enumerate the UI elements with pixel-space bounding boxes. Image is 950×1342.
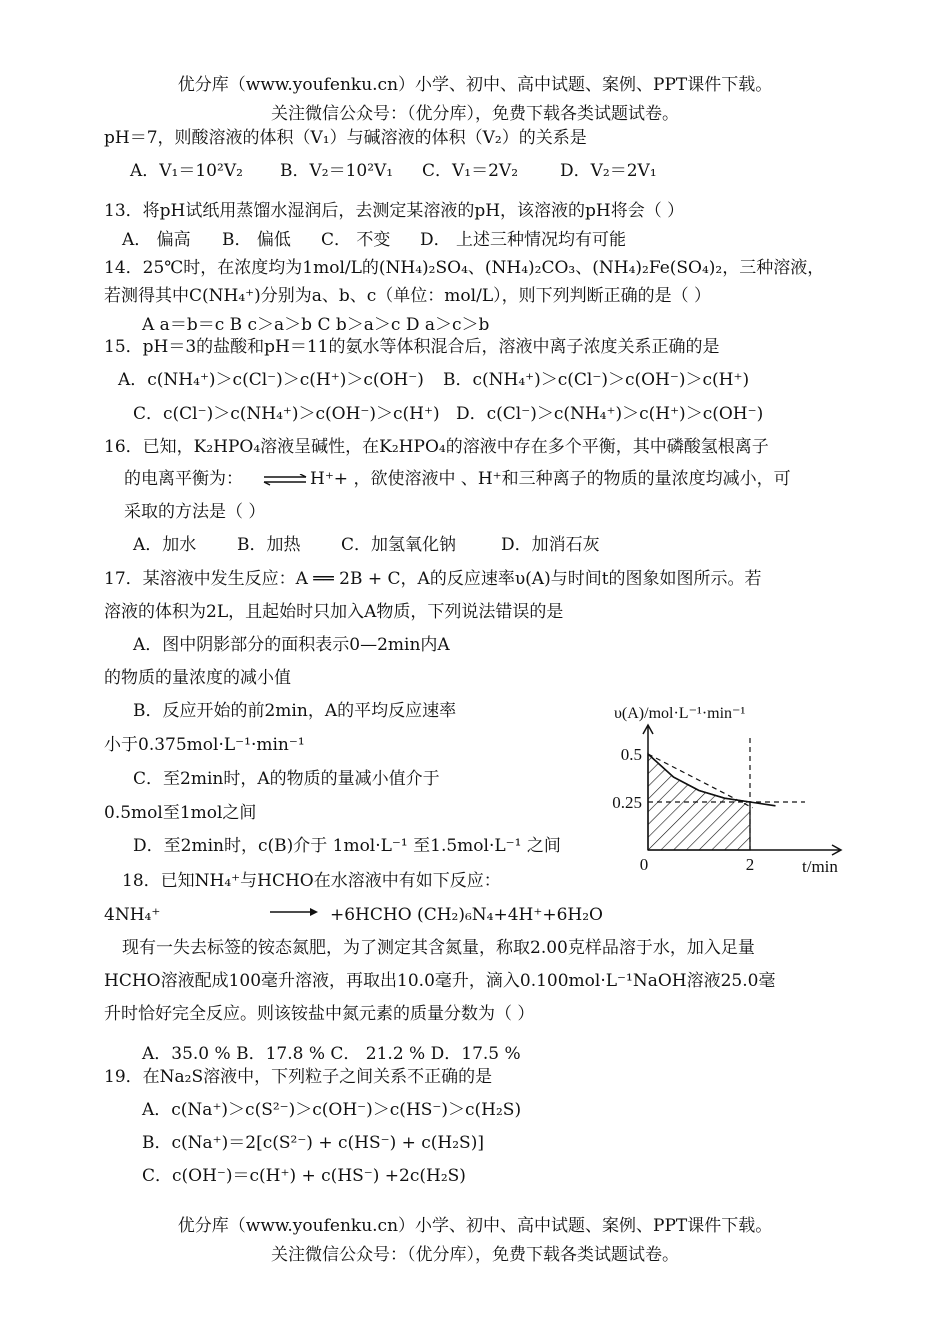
footer-line-1: 优分库（www.youfenku.cn）小学、初中、高中试题、案例、PPT课件下载。 <box>177 1216 773 1236</box>
y-tick-label: 0.25 <box>612 793 642 812</box>
x-tick-label: 2 <box>745 855 755 874</box>
q16-stem-2b: H⁺+ ，欲使溶液中 、H⁺和三种离子的物质的量浓度均减小，可 <box>310 469 791 489</box>
q16-stem-3: 采取的方法是（ ） <box>124 502 266 522</box>
q15-stem: 15．pH＝3的盐酸和pH＝11的氨水等体积混合后，溶液中离子浓度关系正确的是 <box>104 337 720 357</box>
q17-stem-2: 溶液的体积为2L，且起始时只加入A物质，下列说法错误的是 <box>104 602 564 622</box>
x-tick-label: 0 <box>639 855 649 874</box>
q18-body-1: 现有一失去标签的铵态氮肥，为了测定其含氮量，称取2.00克样品溶于水，加入足量 <box>122 938 755 958</box>
y-tick-label: 0.5 <box>620 745 642 764</box>
rate-time-chart <box>600 694 850 886</box>
q15-option-b: B．c(NH₄⁺)＞c(Cl⁻)＞c(OH⁻)＞c(H⁺) <box>443 370 750 390</box>
q15-option-a: A．c(NH₄⁺)＞c(Cl⁻)＞c(H⁺)＞c(OH⁻) <box>118 370 424 390</box>
chart-y-label: υ(A)/mol·L⁻¹·min⁻¹ <box>614 705 746 722</box>
q17-option-b-1: B．反应开始的前2min，A的平均反应速率 <box>133 701 457 721</box>
q17-stem-1: 17．某溶液中发生反应：A ══ 2B + C，A的反应速率υ(A)与时间t的图象如图所示。若 <box>104 569 762 589</box>
q15-option-c: C．c(Cl⁻)＞c(NH₄⁺)＞c(OH⁻)＞c(H⁺) <box>133 404 440 424</box>
q13-option-b: B． 偏低 <box>222 230 291 250</box>
q12-option-a: A．V₁＝10²V₂ <box>130 161 243 181</box>
q19-option-b: B．c(Na⁺)＝2[c(S²⁻) + c(HS⁻) + c(H₂S)] <box>142 1133 484 1153</box>
header-line-2: 关注微信公众号：（优分库），免费下载各类试题试卷。 <box>271 104 679 124</box>
equilibrium-arrow-icon <box>262 474 308 486</box>
q16-option-b: B．加热 <box>237 535 301 555</box>
q13-stem: 13．将pH试纸用蒸馏水湿润后，去测定某溶液的pH，该溶液的pH将会（ ） <box>104 201 685 221</box>
q12-stem: pH＝7，则酸溶液的体积（V₁）与碱溶液的体积（V₂）的关系是 <box>104 128 587 148</box>
q17-option-b-2: 小于0.375mol·L⁻¹·min⁻¹ <box>104 735 305 755</box>
q19-option-c: C．c(OH⁻)＝c(H⁺) + c(HS⁻) +2c(H₂S) <box>142 1166 466 1186</box>
q15-option-d: D．c(Cl⁻)＞c(NH₄⁺)＞c(H⁺)＞c(OH⁻) <box>456 404 764 424</box>
q17-option-a-1: A．图中阴影部分的面积表示0—2min内A <box>133 635 450 655</box>
q19-stem: 19．在Na₂S溶液中，下列粒子之间关系不正确的是 <box>104 1067 493 1087</box>
q19-option-a: A．c(Na⁺)＞c(S²⁻)＞c(OH⁻)＞c(HS⁻)＞c(H₂S) <box>142 1100 522 1120</box>
q12-option-d: D．V₂＝2V₁ <box>560 161 657 181</box>
q12-option-b: B．V₂＝10²V₁ <box>280 161 394 181</box>
q14-stem-1: 14．25℃时，在浓度均为1mol/L的(NH₄)₂SO₄、(NH₄)₂CO₃、(NH₄)₂Fe(SO₄)₂，三种溶液， <box>104 258 825 278</box>
reaction-arrow-icon <box>268 906 320 918</box>
q13-option-a: A． 偏高 <box>122 230 191 250</box>
q16-option-d: D．加消石灰 <box>501 535 600 555</box>
q17-option-c-1: C．至2min时，A的物质的量减小值介于 <box>133 769 440 789</box>
q16-stem-2a: 的电离平衡为： <box>124 469 243 489</box>
q14-options: A a＝b＝c B c＞a＞b C b＞a＞c D a＞c＞b <box>142 315 490 335</box>
q17-option-a-2: 的物质的量浓度的减小值 <box>104 668 291 688</box>
q13-option-c: C． 不变 <box>321 230 391 250</box>
q18-body-2: HCHO溶液配成100毫升溶液，再取出10.0毫升，滴入0.100mol·L⁻¹NaOH溶液25.0毫 <box>104 971 776 991</box>
q16-option-a: A．加水 <box>133 535 197 555</box>
q14-stem-2: 若测得其中C(NH₄⁺)分别为a、b、c（单位：mol/L），则下列判断正确的是（ ） <box>104 286 712 306</box>
footer-line-2: 关注微信公众号：（优分库），免费下载各类试题试卷。 <box>271 1245 679 1265</box>
q16-stem-1: 16．已知，K₂HPO₄溶液呈碱性，在K₂HPO₄的溶液中存在多个平衡，其中磷酸氢根离子 <box>104 437 769 457</box>
q18-stem: 18．已知NH₄⁺与HCHO在水溶液中有如下反应： <box>122 871 501 891</box>
q18-body-3: 升时恰好完全反应。则该铵盐中氮元素的质量分数为（ ） <box>104 1004 535 1024</box>
header-line-1: 优分库（www.youfenku.cn）小学、初中、高中试题、案例、PPT课件下载。 <box>177 75 773 95</box>
q16-option-c: C．加氢氧化钠 <box>341 535 457 555</box>
q17-option-c-2: 0.5mol至1mol之间 <box>104 803 257 823</box>
q13-option-d: D． 上述三种情况均有可能 <box>420 230 627 250</box>
q18-equation-left: 4NH₄⁺ <box>104 905 161 925</box>
chart-x-label: t/min <box>802 857 838 876</box>
q12-option-c: C．V₁＝2V₂ <box>422 161 519 181</box>
q18-equation-right: +6HCHO (CH₂)₆N₄+4H⁺+6H₂O <box>330 905 603 925</box>
q18-options: A．35.0 % B．17.8 % C． 21.2 % D．17.5 % <box>142 1044 521 1064</box>
q17-option-d: D．至2min时，c(B)介于 1mol·L⁻¹ 至1.5mol·L⁻¹ 之间 <box>133 836 561 856</box>
